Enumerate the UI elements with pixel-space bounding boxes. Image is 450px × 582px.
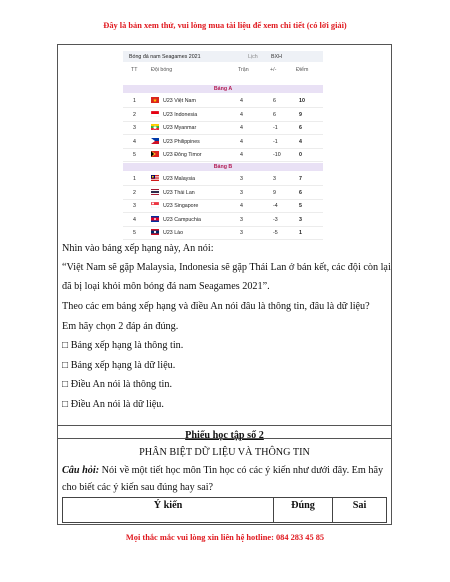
table-row [123,172,323,186]
table-row [123,226,323,240]
tab-ranking[interactable]: BXH [271,54,282,60]
option-4[interactable]: □ Điều An nói là dữ liệu. [62,399,164,410]
gd-cell: 9 [273,189,276,196]
flag-icon [151,124,159,130]
played-cell: 3 [240,189,243,196]
question-text: Theo các em bảng xếp hạng và điều An nói đâu là thông tin, đâu là dữ liệu? [62,301,370,312]
points-cell: 6 [299,189,302,196]
col-true: Đúng [291,500,315,511]
gd-cell: -10 [273,152,281,159]
rank-cell: 5 [133,152,136,159]
instruction-text: Em hãy chọn 2 đáp án đúng. [62,321,179,332]
gd-cell: -1 [273,125,278,132]
option-1[interactable]: □ Bảng xếp hạng là thông tin. [62,340,184,351]
rank-cell: 1 [133,98,136,104]
header-points: Điểm [296,67,309,73]
gd-cell: -5 [273,230,278,237]
team-cell: U23 Singapore [163,203,199,210]
rank-cell: 3 [133,203,136,210]
played-cell: 4 [240,152,243,159]
team-cell: U23 Campuchia [163,216,201,223]
worksheet-question-cont: cho biết các ý kiến sau đúng hay sai? [62,482,214,493]
table-row [123,121,323,135]
team-cell: U23 Philippines [163,138,200,145]
gd-cell: -3 [273,216,278,223]
col-opinion: Ý kiến [153,500,183,511]
flag-icon [151,151,159,157]
question-label: Câu hỏi: [62,465,100,476]
flag-icon [151,216,159,222]
rank-cell: 4 [133,216,136,223]
quote-line-2: đã bị loại khỏi môn bóng đá nam Seagames 2021”. [62,281,270,292]
worksheet-title: Phiếu học tập số 2 [185,430,264,441]
preview-banner: Đây là bản xem thử, vui lòng mua tài liệu để xem chi tiết (có lời giải) [103,21,347,30]
points-cell: 7 [299,176,302,182]
points-cell: 6 [299,125,302,132]
flag-icon [151,202,159,208]
points-cell: 1 [299,230,302,237]
column-headers [123,65,323,75]
team-cell: U23 Myanmar [163,125,197,132]
flag-icon [151,97,159,103]
rank-cell: 2 [133,189,136,196]
played-cell: 3 [240,230,243,237]
played-cell: 4 [240,98,243,104]
group-b-label: Bảng B [123,163,323,171]
table-row [123,186,323,200]
rank-cell: 2 [133,111,136,118]
played-cell: 4 [240,125,243,132]
paragraph: Nhìn vào bảng xếp hạng này, An nói: [62,243,214,254]
played-cell: 3 [240,216,243,223]
col-false: Sai [352,500,367,511]
rank-cell: 5 [133,230,136,237]
worksheet-question [62,464,392,478]
played-cell: 3 [240,176,243,182]
group-a-label: Bảng A [123,85,323,93]
table-row [123,94,323,108]
hotline-banner: Mọi thắc mắc vui lòng xin liên hệ hotline: 084 283 45 85 [125,533,325,542]
played-cell: 4 [240,111,243,118]
team-cell: U23 Indonesia [163,111,198,118]
gd-cell: -1 [273,138,278,145]
option-2[interactable]: □ Bảng xếp hạng là dữ liệu. [62,360,176,371]
standings-table [123,51,323,240]
header-played: Trận [238,67,249,73]
standings-title: Bóng đá nam Seagames 2021 [129,54,201,60]
played-cell: 4 [240,138,243,145]
team-cell: U23 Đông Timor [163,152,202,159]
rank-cell: 1 [133,176,136,182]
standings-header [123,51,323,62]
table-row [123,213,323,227]
header-team: Đội bóng [151,67,173,73]
question-body: Nói về một tiết học môn Tin học có các ý kiến như dưới đây. Em hãy [99,465,384,476]
option-3[interactable]: □ Điều An nói là thông tin. [62,379,173,390]
opinion-table [62,497,387,523]
team-cell: U23 Thái Lan [163,189,195,196]
table-row [123,148,323,162]
table-row [123,108,323,122]
table-row [123,135,323,149]
gd-cell: 3 [273,176,276,182]
header-rank: TT [131,67,138,73]
team-cell: U23 Việt Nam [163,98,196,104]
gd-cell: -4 [273,203,278,210]
flag-icon [151,175,159,181]
rank-cell: 4 [133,138,136,145]
points-cell: 9 [299,111,302,118]
team-cell: U23 Malaysia [163,176,196,182]
points-cell: 10 [299,98,305,104]
header-gd: +/- [270,67,277,73]
flag-icon [151,111,159,117]
gd-cell: 6 [273,98,276,104]
quote-line-1: “Việt Nam sẽ gặp Malaysia, Indonesia sẽ gặp Thái Lan ở bán kết, các đội còn lại [62,262,391,273]
points-cell: 0 [299,152,302,159]
worksheet-subtitle: PHÂN BIỆT DỮ LIỆU VÀ THÔNG TIN [139,447,310,458]
team-cell: U23 Lào [163,230,184,237]
rank-cell: 3 [133,125,136,132]
tab-schedule[interactable]: Lịch [248,54,258,60]
flag-icon [151,229,159,235]
points-cell: 5 [299,203,302,210]
points-cell: 4 [299,138,302,145]
flag-icon [151,189,159,195]
gd-cell: 6 [273,111,276,118]
table-row [123,199,323,213]
flag-icon [151,138,159,144]
played-cell: 4 [240,203,243,210]
points-cell: 3 [299,216,302,223]
